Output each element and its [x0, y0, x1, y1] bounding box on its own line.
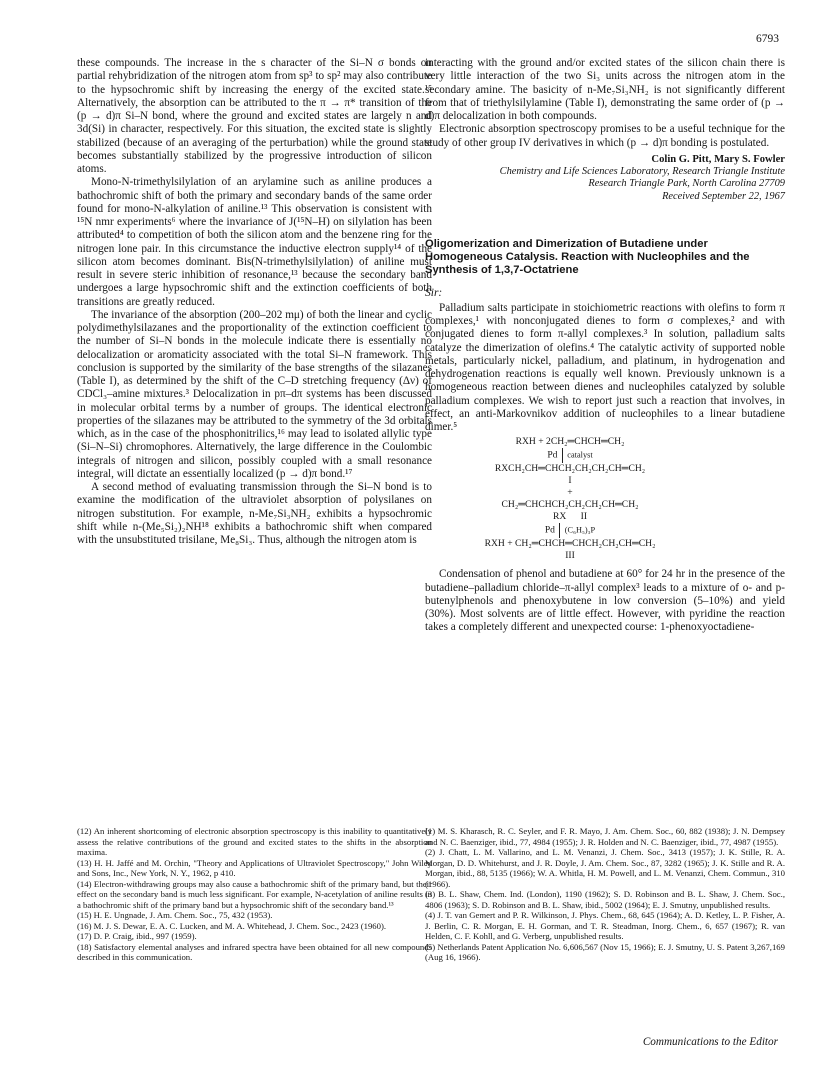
body-paragraph: Mono-N-trimethylsilylation of an arylamine such as aniline produces a bathochromic shift of both the primary and secondary bands of the same order found for mono-N-alkylation of aniline.¹³ This observation is consistent with ¹⁵N nmr experiments⁶ where the invariance of J(¹⁵N–H) on silylation has been attributed⁴ to competition of both the silicon atom and the benzene ring for the nitrogen lone pair. In this circumstance the inductive electron supply¹⁴ of the silicon atom becomes dominant. Bis(N-trimethylsilylation) of aniline must result in severe steric inhibition of resonance,¹³ because the secondary band undergoes a large hypsochromic shift and the extinction coefficients of both transitions are greatly reduced. [77, 176, 432, 308]
footnote: (17) D. P. Craig, ibid., 997 (1959). [77, 931, 197, 941]
catalyst-label: catalyst [567, 451, 593, 461]
footnotes-right [425, 826, 785, 963]
scheme-product-II-substituent [425, 511, 715, 523]
footnote: (12) An inherent shortcoming of electronic absorption spectroscopy is this inability to quantitatively assess the relative contributions of the ground and excited states to the shifts in the absorption maxima. [77, 826, 432, 857]
footnote: (14) Electron-withdrawing groups may also cause a bathochromic shift of the primary band, but their effect on the secondary band is much less significant. For example, N-acetylation of aniline results in a bathochromic shift of the primary band but a hypsochromic shift of the secondary band.¹³ [77, 878, 432, 910]
salutation: Sir: [425, 286, 443, 299]
page-number: 6793 [756, 33, 779, 45]
affiliation-line-1: Chemistry and Life Sciences Laboratory, Research Triangle Institute [499, 166, 785, 177]
received-date: Received September 22, 1967 [662, 191, 785, 203]
right-column [425, 57, 785, 635]
author-line: Colin G. Pitt, Mary S. Fowler [651, 153, 785, 165]
article-title: Oligomerization and Dimerization of Butadiene under Homogeneous Catalysis. Reaction with Nucleophiles and the Synthesis of 1,3,7-Octatriene [425, 237, 750, 276]
footnote: (15) H. E. Ungnade, J. Am. Chem. Soc., 75, 432 (1953). [77, 910, 273, 920]
footnote: (3) B. L. Shaw, Chem. Ind. (London), 1190 (1962); S. D. Robinson and B. L. Shaw, J. Chem. Soc., 4806 (1963); S. D. Robinson and B. L. Shaw, ibid., 5002 (1964); E. J. Smutny, unpublished results. [425, 889, 785, 910]
body-paragraph: A second method of evaluating transmission through the Si–N bond is to examine the modification of the ultraviolet absorption of polysilanes on nitrogen substitution. For example, n-Me₇Si₃NH₂ exhibits a hypsochromic shift while n-(Me₅Si₂)₂NH¹⁸ exhibits a bathochromic shift when compared with the unsubstituted trisilane, Me₈Si₃. Thus, although the nitrogen atom is [77, 481, 432, 546]
catalyst-metal: Pd [547, 450, 558, 462]
down-arrow-icon [562, 448, 563, 463]
body-paragraph: interacting with the ground and/or excited states of the silicon chain there is very little interaction of the two Si₃ units across the nitrogen atom in the secondary amine. The basicity of n-Me₇Si₃NH₂ is not significantly different from that of triethylsilylamine (Table I), demonstrating the same order of (p → d)π delocalization in both compounds. [425, 57, 785, 122]
footnote: (4) J. T. van Gemert and P. R. Wilkinson, J. Phys. Chem., 68, 645 (1964); A. D. Ketley, L. P. Fisher, A. J. Berlin, C. R. Morgan, E. H. Gorman, and T. R. Steadman, Inorg. Chem., 6, 657 (1967); R. van Helden, C. F. Kohll, and G. Verberg, unpublished results. [425, 910, 785, 941]
footnote: (18) Satisfactory elemental analyses and infrared spectra have been obtained for all new compounds described in this communication. [77, 941, 432, 962]
substituent-label: RX [552, 511, 567, 523]
footer-section-title: Communications to the Editor [642, 1036, 778, 1048]
scheme-product-II: CH₂═CHCHCH₂CH₂CH₂CH═CH₂ [501, 499, 639, 511]
footnote: (16) M. J. S. Dewar, E. A. C. Lucken, and M. A. Whitehead, J. Chem. Soc., 2423 (1960). [77, 920, 387, 931]
scheme-product-I: RXCH₂CH═CHCH₂CH₂CH₂CH═CH₂ [494, 463, 646, 475]
body-paragraph: Electronic absorption spectroscopy promises to be a useful technique for the study of other group IV derivatives in which (p → d)π bonding is postulated. [425, 123, 785, 149]
body-paragraph: The invariance of the absorption (200–202 mμ) of both the linear and cyclic polydimethylsilazanes and the proportionality of the extinction coefficient to the number of Si–N bonds in the molecule indicate there is essentially no delocalization or aromaticity associated with the total Si–N framework. This conclusion is supported by the similarity of the base strengths of the silazanes (Table I), as determined by the shift of the C–D stretching frequency (Δν) of CDCl₃–amine mixtures.³ Delocalization in pπ–dπ systems has been discussed in molecular orbital terms by a number of groups. The identical electronic properties of the silazanes may be attributed to the symmetry of the 3d orbitals which, as in the case of the phosphonitrilics,¹⁶ may lead to isolated allylic type (Si–N–Si) chromophores. Alternatively, the large difference in the Coulombic integrals of nitrogen and silicon, possibly coupled with a small resonance integral, will dictate an essentially localized (p → d)π bond.¹⁷ [77, 308, 432, 480]
affiliation-line-2: Research Triangle Park, North Carolina 27709 [588, 178, 785, 190]
product-label-II: II [580, 511, 588, 523]
footnote: (5) Netherlands Patent Application No. 6,606,567 (Nov 15, 1966); E. J. Smutny, U. S. Patent 3,267,169 (Aug 16, 1966). [425, 941, 785, 962]
down-arrow-icon [559, 523, 560, 538]
scheme-plus: + [567, 487, 573, 499]
catalyst-metal: Pd [544, 525, 555, 537]
left-column [77, 57, 432, 547]
product-label-I: I [568, 475, 572, 487]
intro-paragraph: Palladium salts participate in stoichiometric reactions with olefins to form π complexes,¹ with nonconjugated dienes to form σ complexes,² and with conjugated dienes to form π-allyl complexes.³ In solution, palladium salts catalyze the dimerization of olefins.⁴ The catalytic activity of supported noble metals, particularly nickel, palladium, and platinum, in hydrogenation and dehydrogenation reactions is equally well known. Previously unknown is a homogeneous reaction between dienes and nucleophiles catalyzed by soluble palladium complexes. We wish to report just such a reaction that involves, in effect, an anti-Markovnikov addition of nucleophiles to a linear butadiene dimer.⁵ [425, 301, 785, 434]
product-label-III: III [565, 550, 575, 562]
ligand-label: (C₆H₅)₃P [564, 526, 596, 536]
footnote: (2) J. Chatt, L. M. Vallarino, and L. M. Venanzi, J. Chem. Soc., 3413 (1957); J. K. Stille, R. A. Morgan, D. D. Whitehurst, and J. R. Doyle, J. Am. Chem. Soc., 87, 3282 (1965); J. K. Stille and R. A. Morgan, ibid., 88, 5135 (1966); W. A. Whitla, H. M. Powell, and L. M. Venanzi, Chem. Commun., 310 (1966). [425, 847, 785, 889]
footnote: (13) H. H. Jaffé and M. Orchin, "Theory and Applications of Ultraviolet Spectroscopy," John Wiley and Sons, Inc., New York, N. Y., 1962, p 410. [77, 857, 432, 878]
footnotes-left [77, 826, 432, 963]
scheme-catalyst-step-2 [425, 523, 715, 538]
body-paragraph: Condensation of phenol and butadiene at 60° for 24 hr in the presence of the butadiene–palladium chloride–π-allyl complex³ leads to a mixture of o- and p-butenylphenols and phenoxybutene in low conversion (5–10%) and yield (30%). Most solvents are of little effect. However, with pyridine the reaction takes a completely different and unexpected course: 1-phenoxyoctadiene- [425, 568, 785, 634]
scheme-product-III: RXH + CH₂═CHCH═CHCH₂CH₂CH═CH₂ [484, 538, 656, 550]
scheme-reactants: RXH + 2CH₂═CHCH═CH₂ [515, 436, 625, 448]
reaction-scheme [425, 436, 715, 562]
footnote: (1) M. S. Kharasch, R. C. Seyler, and F. R. Mayo, J. Am. Chem. Soc., 60, 882 (1938); J. N. Dempsey and N. C. Baenziger, ibid., 77, 4984 (1955); J. R. Holden and N. C. Baenziger, ibid., 77, 4987 (1955). [425, 826, 785, 847]
scheme-catalyst-step [425, 448, 715, 463]
body-paragraph: these compounds. The increase in the s character of the Si–N σ bonds on partial rehybridization of the nitrogen atom from sp³ to sp² may also contribute to the hypsochromic shift by increasing the energy of the excited state.¹⁵ Alternatively, the absorption can be attributed to the π → π* transition of the (p → d)π Si–N bond, where the ground and excited states are largely n and 3d(Si) in character, respectively. For this situation, the excited state is slightly stabilized (because of an averaging of the perturbation) while the ground state becomes substantially stabilized by the progressive introduction of silicon atoms. [77, 57, 432, 175]
